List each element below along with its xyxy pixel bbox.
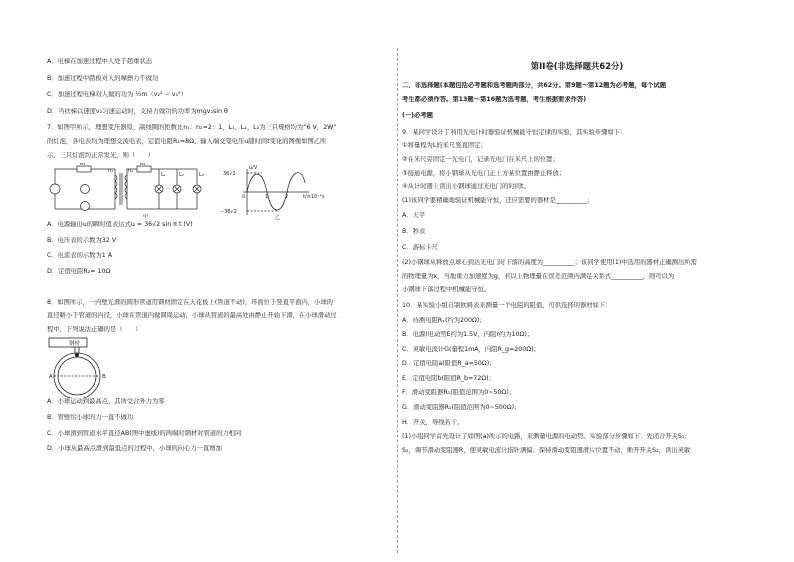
q8-option-c: C．小球滑到管道水平直径AB(图中虚线)的两端时钢材对管道的力相同	[47, 429, 242, 437]
graph-tick-1: 1	[265, 194, 269, 201]
intro-line: 考生都必须作答。第13题～第16题为选考题，考生根据要求作答)	[402, 95, 587, 103]
q9-option-c: C．游标卡尺	[402, 243, 438, 251]
q7-stem-line: 7．如图甲所示，理想变压器原、副线圈的匝数比n₁：n₂=2：1，L₁、L₂、L₃为三只规格均为“6 V，2W”	[47, 124, 337, 132]
q9-block	[402, 129, 752, 295]
label-a: A	[49, 374, 53, 381]
graph-u-label: u/V	[249, 165, 258, 172]
label-l3: L₃	[199, 172, 204, 179]
right-column	[402, 58, 752, 455]
graph-x-label: t/×10⁻²s	[303, 194, 325, 201]
q6-option-a: A．电梯在加速过程中人处于超重状态	[47, 58, 153, 65]
q10-line: 10．某实验小组自制欧姆表来测量一个电阻的阻值，可供选择的器材如下：	[402, 301, 612, 309]
q9-option-b: B．秒表	[402, 227, 426, 235]
q7-option-a: A．电源输出u的瞬时值表达式u = 36√2 sin π t (V)	[47, 221, 193, 229]
q9-line: ①将量程为L的米尺竖直固定；	[402, 142, 487, 150]
q10-option-h: H．开关，导线若干。	[402, 418, 464, 426]
q8-option-b: B．管壁给小球的力一直不做功	[47, 413, 134, 421]
q10-line: S₂，调节滑动变阻器R，使灵敏电流计指针满偏；保持滑动变阻器滑片位置不动，断开开关S₂，读出灵敏	[402, 446, 691, 454]
caption-jia: 甲	[143, 214, 149, 221]
q9-line: (2)小钢球从释放点球心到达光电门时下落的高度为__________；该同学使用(1)中选用的器材正确测出所需	[402, 259, 697, 267]
q7-option-b: B．电压表的示数为32 V	[47, 236, 117, 244]
q10-option-a: A．待测电阻Rₓ(约为200Ω)；	[402, 316, 486, 324]
q10-option-c: C．灵敏电流计G(量程1mA，内阻R_g=200Ω)；	[402, 345, 540, 353]
left-column	[47, 58, 392, 454]
q10-option-e: E．定值电阻b(阻值R_b=72Ω)；	[402, 374, 495, 382]
label-r2: R₂	[140, 163, 146, 168]
q8-stem-line: 程中，下列说法正确的是（ ）	[47, 325, 142, 333]
label-steel: 钢材	[69, 341, 81, 348]
column-divider	[397, 48, 398, 553]
q9-line: (1)该同学要精确地验证机械能守恒，还应需要的器材是__________；	[402, 196, 594, 204]
q7-options	[47, 221, 392, 276]
label-n1: n₁	[108, 168, 114, 175]
q8-option-d: D．小球从最高点滑到最低点的过程中，小球的向心力一直增加	[47, 445, 222, 453]
q10-line: (1)小组同学首先设计了如图(a)所示的电路，来测量电源的电动势。实验部分步骤如下：先闭合开关S₁、	[402, 433, 691, 441]
q7-option-c: C．电流表的示数为1 A	[47, 252, 113, 260]
label-l2: L₂	[179, 172, 184, 179]
graph-y-neg: −36√2	[220, 209, 237, 216]
q7-stem	[47, 124, 392, 160]
label-n2: n₂	[128, 168, 134, 175]
q9-line: 的物理量为x，当地重力加速度为g，若以上物理量在误差范围内满足关系式__________，则可以为	[402, 272, 675, 280]
graph-y-pos: 36√2	[223, 171, 236, 178]
q9-line: ②在米尺旁固定一光电门，记录光电门在米尺上的位置；	[402, 155, 559, 163]
q8-ball	[75, 353, 79, 357]
q7-option-d: D．定值电阻R₂= 10Ω	[47, 267, 111, 275]
q6-option-c: C．加速过程电梯对人做的功为 ½m（v₂² − v₁²）	[47, 91, 187, 99]
required-heading: (一)必考题	[402, 112, 433, 120]
q8-figure	[47, 336, 392, 398]
q8-stem-line: 直径略小于管道的内径，小球在管道内做圆周运动，小球从管道的最高处由静止开始下滑，在小球滑动过	[47, 312, 337, 320]
q8-options	[47, 398, 392, 453]
q10-option-b: B．电源(电动势E约为1.5V，内阻r约为10Ω)；	[402, 331, 534, 339]
q9-line: ③接通电源，将小钢球从光电门正上方某位置由静止释放；	[402, 169, 566, 177]
q8-stem	[47, 299, 392, 335]
q10-option-d: D．定值电阻a(阻值R_a=50Ω)；	[402, 360, 496, 368]
q7-stem-line: 示，三只灯泡均正常发光，则（ ）	[47, 151, 155, 159]
section-title: 第II卷(非选择题共62分)	[530, 61, 624, 71]
q6-option-b: B．加速过程中踏板对人的摩擦力不做功	[47, 74, 159, 82]
label-l1: L₁	[161, 172, 166, 179]
q9-option-a: A．天平	[402, 212, 426, 220]
q9-line: 小钢球下落过程中机械能守恒。	[402, 286, 491, 294]
graph-origin: 0	[242, 194, 246, 201]
label-r1: R₁	[80, 163, 86, 168]
q9-line: 9．某同学设计了利用光电计时器验证机械能守恒定律的实验，其实验步骤如下：	[402, 128, 627, 136]
q6-options	[47, 58, 392, 116]
q8-ring-svg	[47, 336, 167, 398]
q10-option-f: F．滑动变阻器R₁(阻值范围为0~50Ω)；	[402, 389, 516, 397]
q8-stem-line: 8．如图所示，一内壁光滑的圆形管道用钢材固定在天花板上(管道不动)，环面位于竖直平面内，小球的	[47, 298, 333, 306]
q10-option-g: G．滑动变阻器R₂(阻值范围为0~500Ω)；	[402, 404, 521, 412]
q9-line: ④从计时器上读出小钢球通过光电门的时间t。	[402, 183, 530, 191]
q10-block	[402, 302, 752, 456]
q8-option-a: A．小球运动到最高点，其所受合外力为零	[47, 398, 165, 406]
caption-yi: 乙	[275, 215, 281, 222]
q6-option-d: D．当扶梯以速度v₂匀速运动时，支持力做功的功率为mgv₂sin θ	[47, 107, 228, 115]
intro-line: 二、非选择题(本题包括必考题和选考题两部分，共62分。第9题～第12题为必考题，每个试题	[402, 82, 667, 89]
graph-tick-2: 2	[285, 194, 289, 201]
q7-figure	[47, 163, 392, 221]
q7-stem-line: 的灯泡，各电表均为理想交流电表，定值电阻R₁=8Ω。输入端交变电压u随时间t变化的图像如图乙所	[47, 137, 327, 145]
label-b: B	[102, 374, 106, 381]
q7-circuit-svg	[47, 163, 392, 221]
